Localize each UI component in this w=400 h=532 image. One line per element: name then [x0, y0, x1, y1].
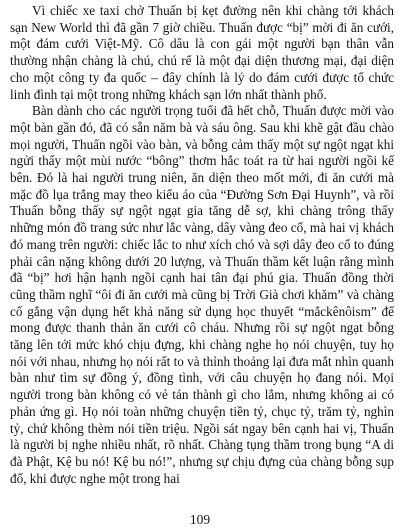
paragraph-1: Vì chiếc xe taxi chở Thuấn bị kẹt đường nên khi chàng tới khách sạn New World thì đã gần 7 giờ chiều. Thuấn được “bị” mời đi ăn cưới, một đám cưới Việt-Mỹ. Cô dâu là con gái một người bạn thân vẫn thường nhận chàng là chú, chú rể là một đại diện thương mại, đại diện cho một công ty đa quốc – đây chính là lý do đám cưới được tổ chức linh đình tại một trong những khách sạn lớn nhất thành phố. — [10, 3, 394, 102]
paragraph-2: Bàn dành cho các người trọng tuổi đã hết chỗ, Thuấn được mời vào một bàn gần đó, đã có sẵn năm bà và sáu ông. Sau khi khẽ gật đầu chào mọi người, Thuấn ngồi vào bàn, và bỗng cảm thấy một sự ngột ngạt khi ngửi thấy một mùi nước “bông” thơm hắc toát ra từ hai người ngồi kế bên. Đó là hai người trung niên, ăn diện theo mốt mới, đi ăn cưới mà mặc đồ lụa trắng may theo kiểu áo của “Đường Sơn Đại Huynh”, và rồi Thuấn bỗng thấy sự ngột ngạt gia tăng dễ sợ, khi chàng trông thấy những món đồ trang sức như lắc vàng, dây vàng đeo cổ, mà hai vị khách đó mang trên người: chiếc lắc to như xích chó và sợi dây đeo cổ to đúng phải cân nặng không dưới 20 lượng, và Thuấn thầm kết luận rằng mình đã “bị” hơi hận hạnh ngồi cạnh hai tân đại phú gia. Thuấn đồng thời cũng thầm nghĩ “ôi đi ăn cưới mà cũng bị Trời Già chơi khăm” và chàng cố gắng vận dụng hết khả năng sử dụng học thuyết “mắckênôism” để mong được thanh thản ăn cưới cô cháu. Nhưng rồi sự ngột ngạt bỗng tăng lên tới mức khó chịu đựng, khi chàng nghe họ nói chuyện, tuy họ nói với nhau, nhưng họ nói rất to và thỉnh thoảng lại đưa mắt nhìn quanh bàn như tìm sự đồng ý, đồng tình, với câu chuyện họ đang nói. Mọi người trong bàn không có vẻ tán thành gì cho lắm, nhưng không ai có phản ứng gì. Họ nói toàn những chuyện tiền tỷ, chục tỷ, trăm tỷ, nghìn tỷ, chứ không thèm nói tiền triệu. Ngồi sát ngay bên cạnh hai vị, Thuấn là người bị nghe nhiều nhất, rõ nhất. Chàng tụng thầm trong bụng “A di đà Phật, Kệ bu nó! Kệ bu nó!”, nhưng sự chịu đựng của chàng bỗng sụp đổ, khi được nghe một trong hai — [10, 103, 394, 486]
page-number: 109 — [189, 512, 211, 527]
